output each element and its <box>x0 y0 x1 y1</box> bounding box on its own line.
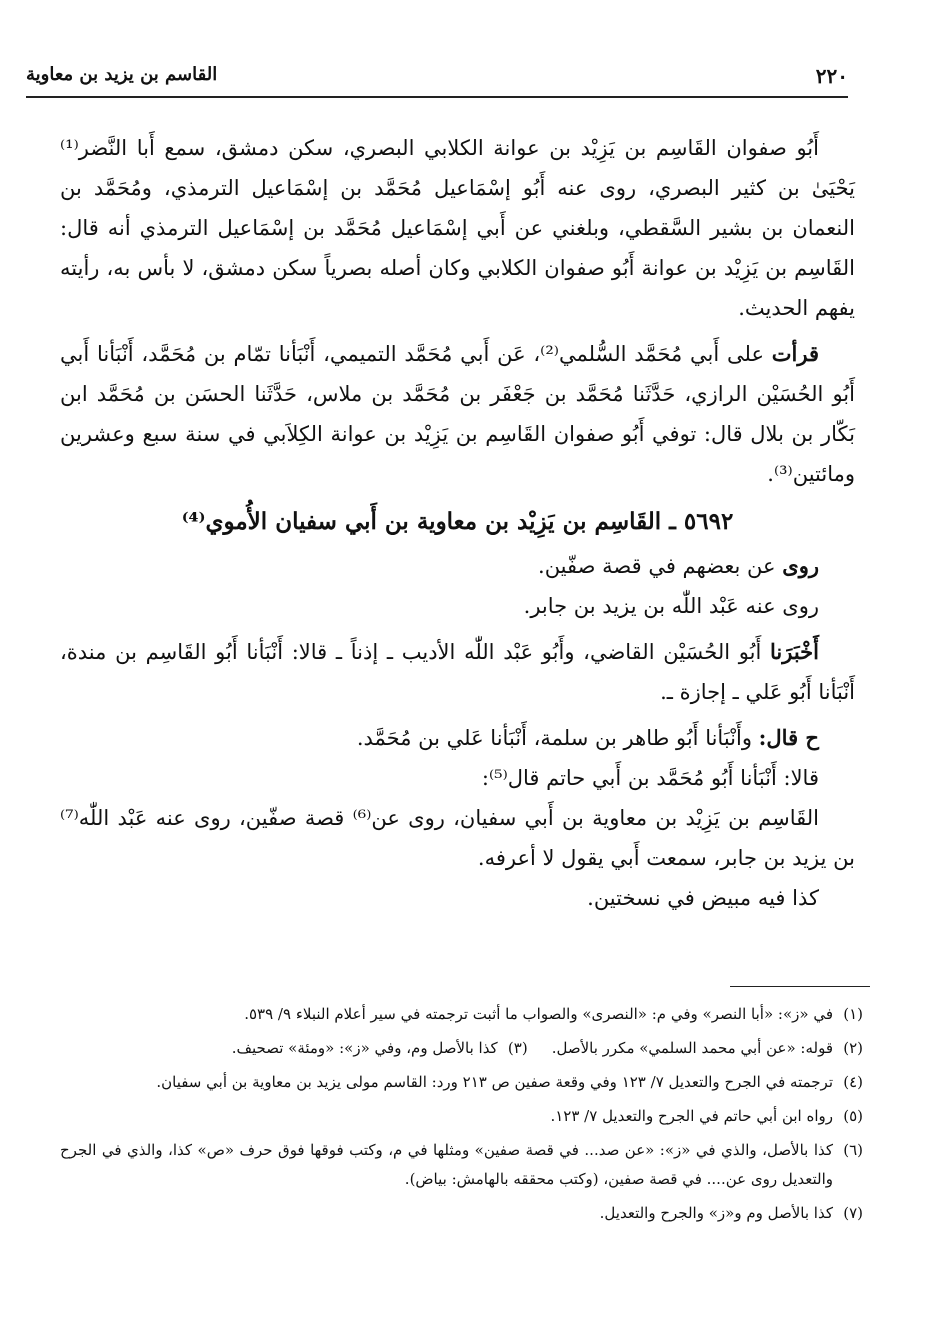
paragraph-2-lead: قرأت <box>771 341 819 366</box>
footnote-text: كذا بالأصل وم، وفي «ز»: «ومئة» تصحيف. <box>231 1039 498 1057</box>
footnote-2 <box>552 1034 863 1063</box>
paragraph-3 <box>60 546 855 586</box>
footnote-number: (٥) <box>843 1107 863 1125</box>
paragraph-3-text: عن بعضهم في قصة صفّين. <box>538 554 783 578</box>
paragraph-2 <box>60 334 855 494</box>
footnote-1 <box>60 1000 863 1029</box>
footnote-3 <box>232 1034 528 1063</box>
page-number: ٢٢٠ <box>815 64 848 88</box>
footnote-number: (٣) <box>507 1039 528 1057</box>
footnotes <box>60 1000 863 1233</box>
paragraph-6-lead: ح قال: <box>758 725 819 750</box>
footnote-text: ترجمته في الجرح والتعديل ٧/ ١٢٣ وفي وقعة صفين ص ٢١٣ ورد: القاسم مولى يزيد بن معاوية بن أبي سفيان. <box>156 1073 833 1091</box>
paragraph-7: قالا: أَنْبَأنا أَبُو مُحَمَّد بن أَبي حاتم قال⁽⁵⁾: <box>481 766 819 790</box>
main-text <box>60 128 855 918</box>
footnote-number: (٦) <box>843 1141 863 1159</box>
paragraph-9: كذا فيه مبيض في نسختين. <box>587 886 819 910</box>
running-title: القاسم بن يزيد بن معاوية <box>26 64 218 85</box>
footnote-row-2-3 <box>60 1034 863 1063</box>
paragraph-2-text: على أَبي مُحَمَّد السُّلمي⁽²⁾، عَن أَبي مُحَمَّد التميمي، أَنْبَأنا تمّام بن مُحَمَّد، أَنْبَأنا أَبي أَبُو الحُسَيْن الرازي، حَدَّثَنا مُحَمَّد بن جَعْفَر بن مُحَمَّد بن ملاس، حَدَّثَنا الحسَن بن مُحَمَّد ابن بَكّار بن بلال قال: توفي أَبُو صفوان القَاسِم بن يَزِيْد بن عوانة الكِلاَبي في سنة سبع وعشرين ومائتين⁽³⁾. <box>60 342 855 486</box>
footnote-text: في «ز»: «أبا النصر» وفي م: «النصرى» والصواب ما أثبت ترجمته في سير أعلام النبلاء ٩/ ٥٣٩. <box>244 1005 833 1023</box>
paragraph-5-lead: أَخْبَرَنا <box>770 639 819 664</box>
entry-heading: ٥٦٩٢ ـ القَاسِم بن يَزِيْد بن معاوية بن أَبي سفيان الأُموي⁽⁴⁾ <box>181 508 734 535</box>
paragraph-5-text: أَبُو الحُسَيْن القاضي، وأَبُو عَبْد اللّٰه الأديب ـ إذناً ـ قالا: أَنْبَأنا أَبُو القَاسِم بن مندة، أَنْبَأنا أَبُو عَلي ـ إجازة ـ. <box>60 640 855 704</box>
paragraph-5 <box>60 632 855 712</box>
footnote-text: قوله: «عن أبي محمد السلمي» مكرر بالأصل. <box>551 1039 833 1057</box>
paragraph-4: روى عنه عَبْد اللّٰه بن يزيد بن جابر. <box>523 594 819 618</box>
footnote-5 <box>60 1102 863 1131</box>
paragraph-3-lead: روى <box>782 553 819 578</box>
paragraph-1: أَبُو صفوان القَاسِم بن يَزِيْد بن عوانة الكلابي البصري، سكن دمشق، سمع أَبا النَّضر⁽¹⁾ يَحْيَىٰ بن كثير البصري، روى عنه أَبُو إسْمَاعيل مُحَمَّد بن إسْمَاعيل الترمذي، ومُحَمَّد بن النعمان بن بشير السَّقطي، وبلغني عن أَبي إسْمَاعيل مُحَمَّد بن إسْمَاعيل الترمذي أنه قال: القَاسِم بن يَزِيْد بن عوانة أَبُو صفوان الكلابي وكان أصله بصرياً سكن دمشق، لا بأس به، رأيته يفهم الحديث. <box>60 136 855 320</box>
page-header <box>26 62 848 98</box>
paragraph-6-text: وأَنْبَأنا أَبُو طاهر بن سلمة، أَنْبَأنا عَلي بن مُحَمَّد. <box>356 726 759 750</box>
footnote-text: كذا بالأصل، والذي في «ز»: «عن صد... في قصة صفين» ومثلها في م، وكتب فوقها فوق حرف «ص» كذا، والذي في الجرح والتعديل روى عن.... في قصة صفين، (وكتب محققه بالهامش: بياض). <box>60 1141 833 1188</box>
footnote-divider <box>730 986 870 987</box>
footnote-number: (٤) <box>843 1073 863 1091</box>
footnote-number: (٢) <box>843 1039 863 1057</box>
footnote-7 <box>60 1199 863 1228</box>
footnote-6 <box>60 1136 863 1194</box>
paragraph-6 <box>60 718 855 758</box>
footnote-number: (٧) <box>843 1204 863 1222</box>
footnote-text: رواه ابن أبي حاتم في الجرح والتعديل ٧/ ١٢٣. <box>550 1107 833 1125</box>
footnote-number: (١) <box>843 1005 863 1023</box>
footnote-4 <box>60 1068 863 1097</box>
paragraph-8: القَاسِم بن يَزِيْد بن معاوية بن أَبي سفيان، روى عن⁽⁶⁾ قصة صفّين، روى عنه عَبْد اللّٰه⁽⁷⁾ بن يزيد بن جابر، سمعت أَبي يقول لا أعرفه. <box>60 806 855 870</box>
footnote-text: كذا بالأصل وم و«ز» والجرح والتعديل. <box>599 1204 833 1222</box>
